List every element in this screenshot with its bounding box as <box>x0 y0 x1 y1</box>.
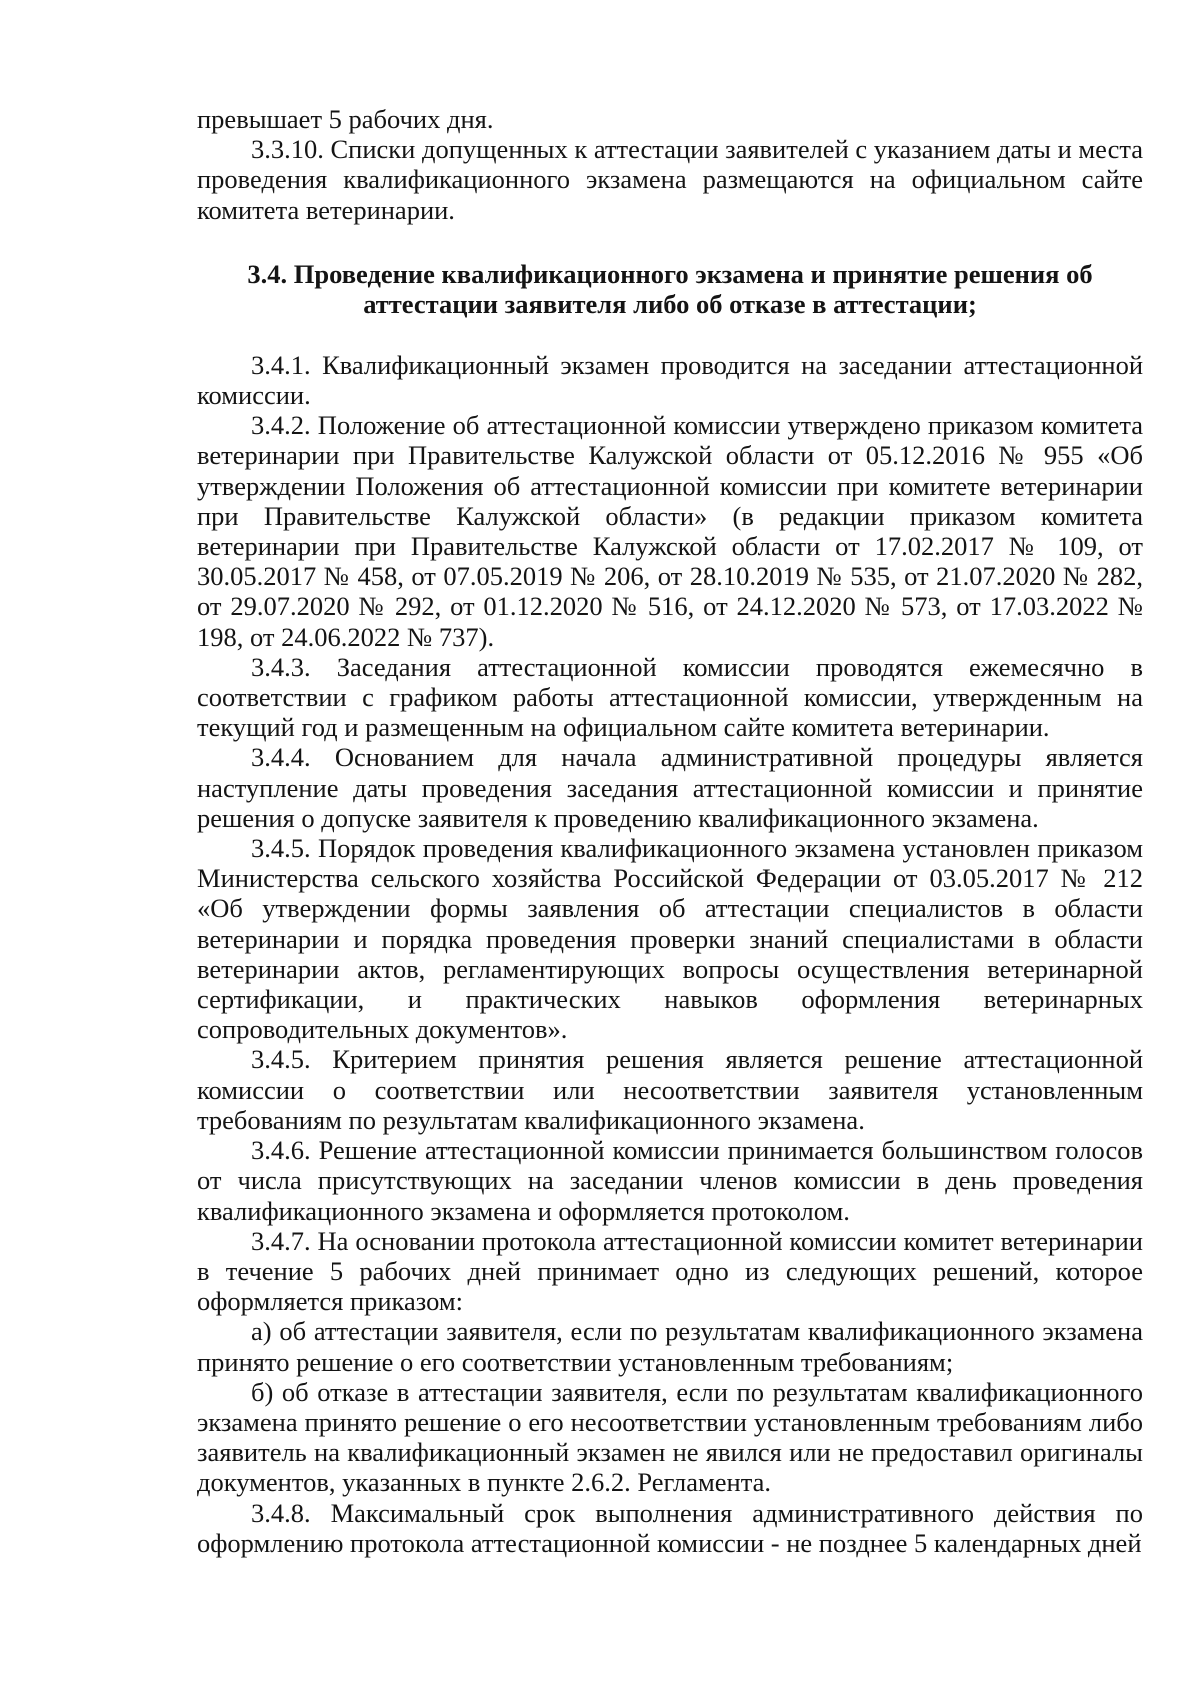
list-item-b: б) об отказе в аттестации заявителя, если по результатам квалификационного экзамена принято решение о его несоответствии установленным требованиям либо заявитель на квалификационный экзамен не явился или не предоставил оригиналы документов, указанных в пункте 2.6.2. Регламента. <box>197 1376 1143 1498</box>
paragraph-3-4-7: 3.4.7. На основании протокола аттестационной комиссии комитет ветеринарии в течение 5 рабочих дней принимает одно из следующих решений, которое оформляется приказом: <box>197 1225 1143 1317</box>
paragraph-continuation: превышает 5 рабочих дня. <box>197 104 494 134</box>
paragraph-3-4-1: 3.4.1. Квалификационный экзамен проводится на заседании аттестационной комиссии. <box>197 349 1143 411</box>
paragraph-3-4-5-order: 3.4.5. Порядок проведения квалификационного экзамена установлен приказом Министерства сельского хозяйства Российской Федерации от 03.05.2017 № 212 «Об утверждении формы заявления об аттестации специалистов в области ветеринарии и порядка проведения проверки знаний специалистами в области ветеринарии актов, регламентирующих вопросы осуществления ветеринарной сертификации, и практических навыков оформления ветеринарных сопроводительных документов». <box>197 833 1143 1045</box>
paragraph-3-4-6: 3.4.6. Решение аттестационной комиссии принимается большинством голосов от числа присутствующих на заседании членов комиссии в день проведения квалификационного экзамена и оформляется протоколом. <box>197 1135 1143 1226</box>
paragraph-3-4-2: 3.4.2. Положение об аттестационной комиссии утверждено приказом комитета ветеринарии при Правительстве Калужской области от 05.12.2016 № 955 «Об утверждении Положения об аттестационной комиссии при комитете ветеринарии при Правительстве Калужской области» (в редакции приказом комитета ветеринарии при Правительстве Калужской области от 17.02.2017 № 109, от 30.05.2017 № 458, от 07.05.2019 № 206, от 28.10.2019 № 535, от 21.07.2020 № 282, от 29.07.2020 № 292, от 01.12.2020 № 516, от 24.12.2020 № 573, от 17.03.2022 № 198, от 24.06.2022 № 737). <box>197 410 1143 652</box>
paragraph-3-4-5-criterion: 3.4.5. Критерием принятия решения является решение аттестационной комиссии о соответствии или несоответствии заявителя установленным требованиям по результатам квалификационного экзамена. <box>197 1044 1143 1135</box>
list-item-a: а) об аттестации заявителя, если по результатам квалификационного экзамена принято решение о его соответствии установленным требованиям; <box>197 1316 1143 1377</box>
section-heading-line-1: 3.4. Проведение квалификационного экзамена и принятие решения об <box>247 258 1093 289</box>
paragraph-3-4-3: 3.4.3. Заседания аттестационной комиссии проводятся ежемесячно в соответствии с графиком работы аттестационной комиссии, утвержденным на текущий год и размещенным на официальном сайте комитета ветеринарии. <box>197 651 1143 743</box>
document-body <box>197 104 1143 1558</box>
section-heading-line-2: аттестации заявителя либо об отказе в аттестации; <box>363 289 977 320</box>
paragraph-3-4-4: 3.4.4. Основанием для начала административной процедуры является наступление даты проведения заседания аттестационной комиссии и принятие решения о допуске заявителя к проведению квалификационного экзамена. <box>197 742 1143 833</box>
paragraph-3-4-8: 3.4.8. Максимальный срок выполнения административного действия по оформлению протокола аттестационной комиссии - не позднее 5 календарных дней <box>197 1497 1143 1558</box>
paragraph-3-3-10: 3.3.10. Списки допущенных к аттестации заявителей с указанием даты и места проведения квалификационного экзамена размещаются на официальном сайте комитета ветеринарии. <box>197 134 1143 225</box>
section-heading-3-4 <box>197 259 1143 320</box>
